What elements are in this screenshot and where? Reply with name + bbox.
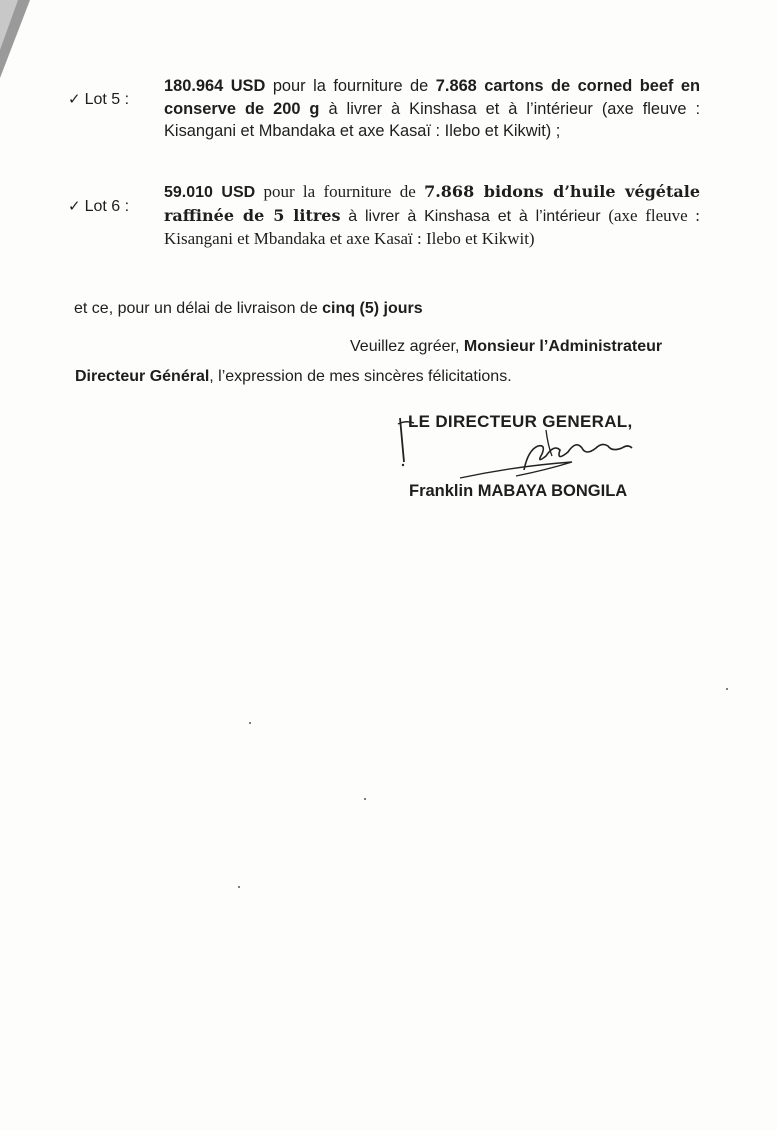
checkmark-icon: ✓ xyxy=(68,198,81,215)
closing-recipient-title: Directeur Général xyxy=(75,368,210,385)
lot-5-amount: 180.964 USD xyxy=(164,77,266,95)
delivery-prefix: et ce, pour un délai de livraison de xyxy=(74,300,323,317)
closing-line-2 xyxy=(75,368,512,386)
signatory-title: LE DIRECTEUR GENERAL, xyxy=(408,412,633,431)
lot-6-text xyxy=(164,181,700,251)
scan-speck xyxy=(249,722,251,724)
delivery-term: cinq (5) jours xyxy=(322,300,423,317)
lot-6-label-wrap xyxy=(68,197,129,216)
lot-6-item: 7.868 bidons d’huile végétale raffinée de 5 litres xyxy=(164,182,701,225)
lot-6-intro: pour la fourniture de xyxy=(255,182,425,201)
checkmark-icon: ✓ xyxy=(68,91,81,108)
lot-5-item: 7.868 cartons de corned beef en conserve de 200 g xyxy=(164,77,700,118)
scan-speck xyxy=(726,688,728,690)
lot-6-destination-b: (axe fleuve : Kisangani et Mbandaka et axe Kasaï : Ilebo et Kikwit) xyxy=(164,205,700,248)
page-fold-highlight xyxy=(0,0,18,50)
closing-rest: , l’expression de mes sincères félicitations. xyxy=(209,368,512,385)
delivery-line xyxy=(74,300,423,318)
lot-5-label: Lot 5 : xyxy=(84,91,130,108)
lot-5-text xyxy=(164,75,700,143)
lot-5-destination: à livrer à Kinshasa et à l’intérieur (axe fleuve : Kisangani et Mbandaka et axe Kasaï : Ilebo et Kikwit) ; xyxy=(164,99,700,140)
lot-6-label: Lot 6 : xyxy=(84,198,130,215)
closing-recipient: Monsieur l’Administrateur xyxy=(463,338,663,355)
lot-6-destination-a: à livrer à Kinshasa et à l’intérieur xyxy=(340,207,609,225)
closing-prefix: Veuillez agréer, xyxy=(350,338,464,355)
closing-line-1 xyxy=(350,338,662,356)
scan-speck xyxy=(364,798,366,800)
lot-6-amount: 59.010 USD xyxy=(164,184,256,201)
lot-5-intro: pour la fourniture de xyxy=(265,77,436,95)
lot-5-label-wrap xyxy=(68,90,129,109)
scan-speck xyxy=(238,886,240,888)
signatory-name: Franklin MABAYA BONGILA xyxy=(409,482,628,500)
